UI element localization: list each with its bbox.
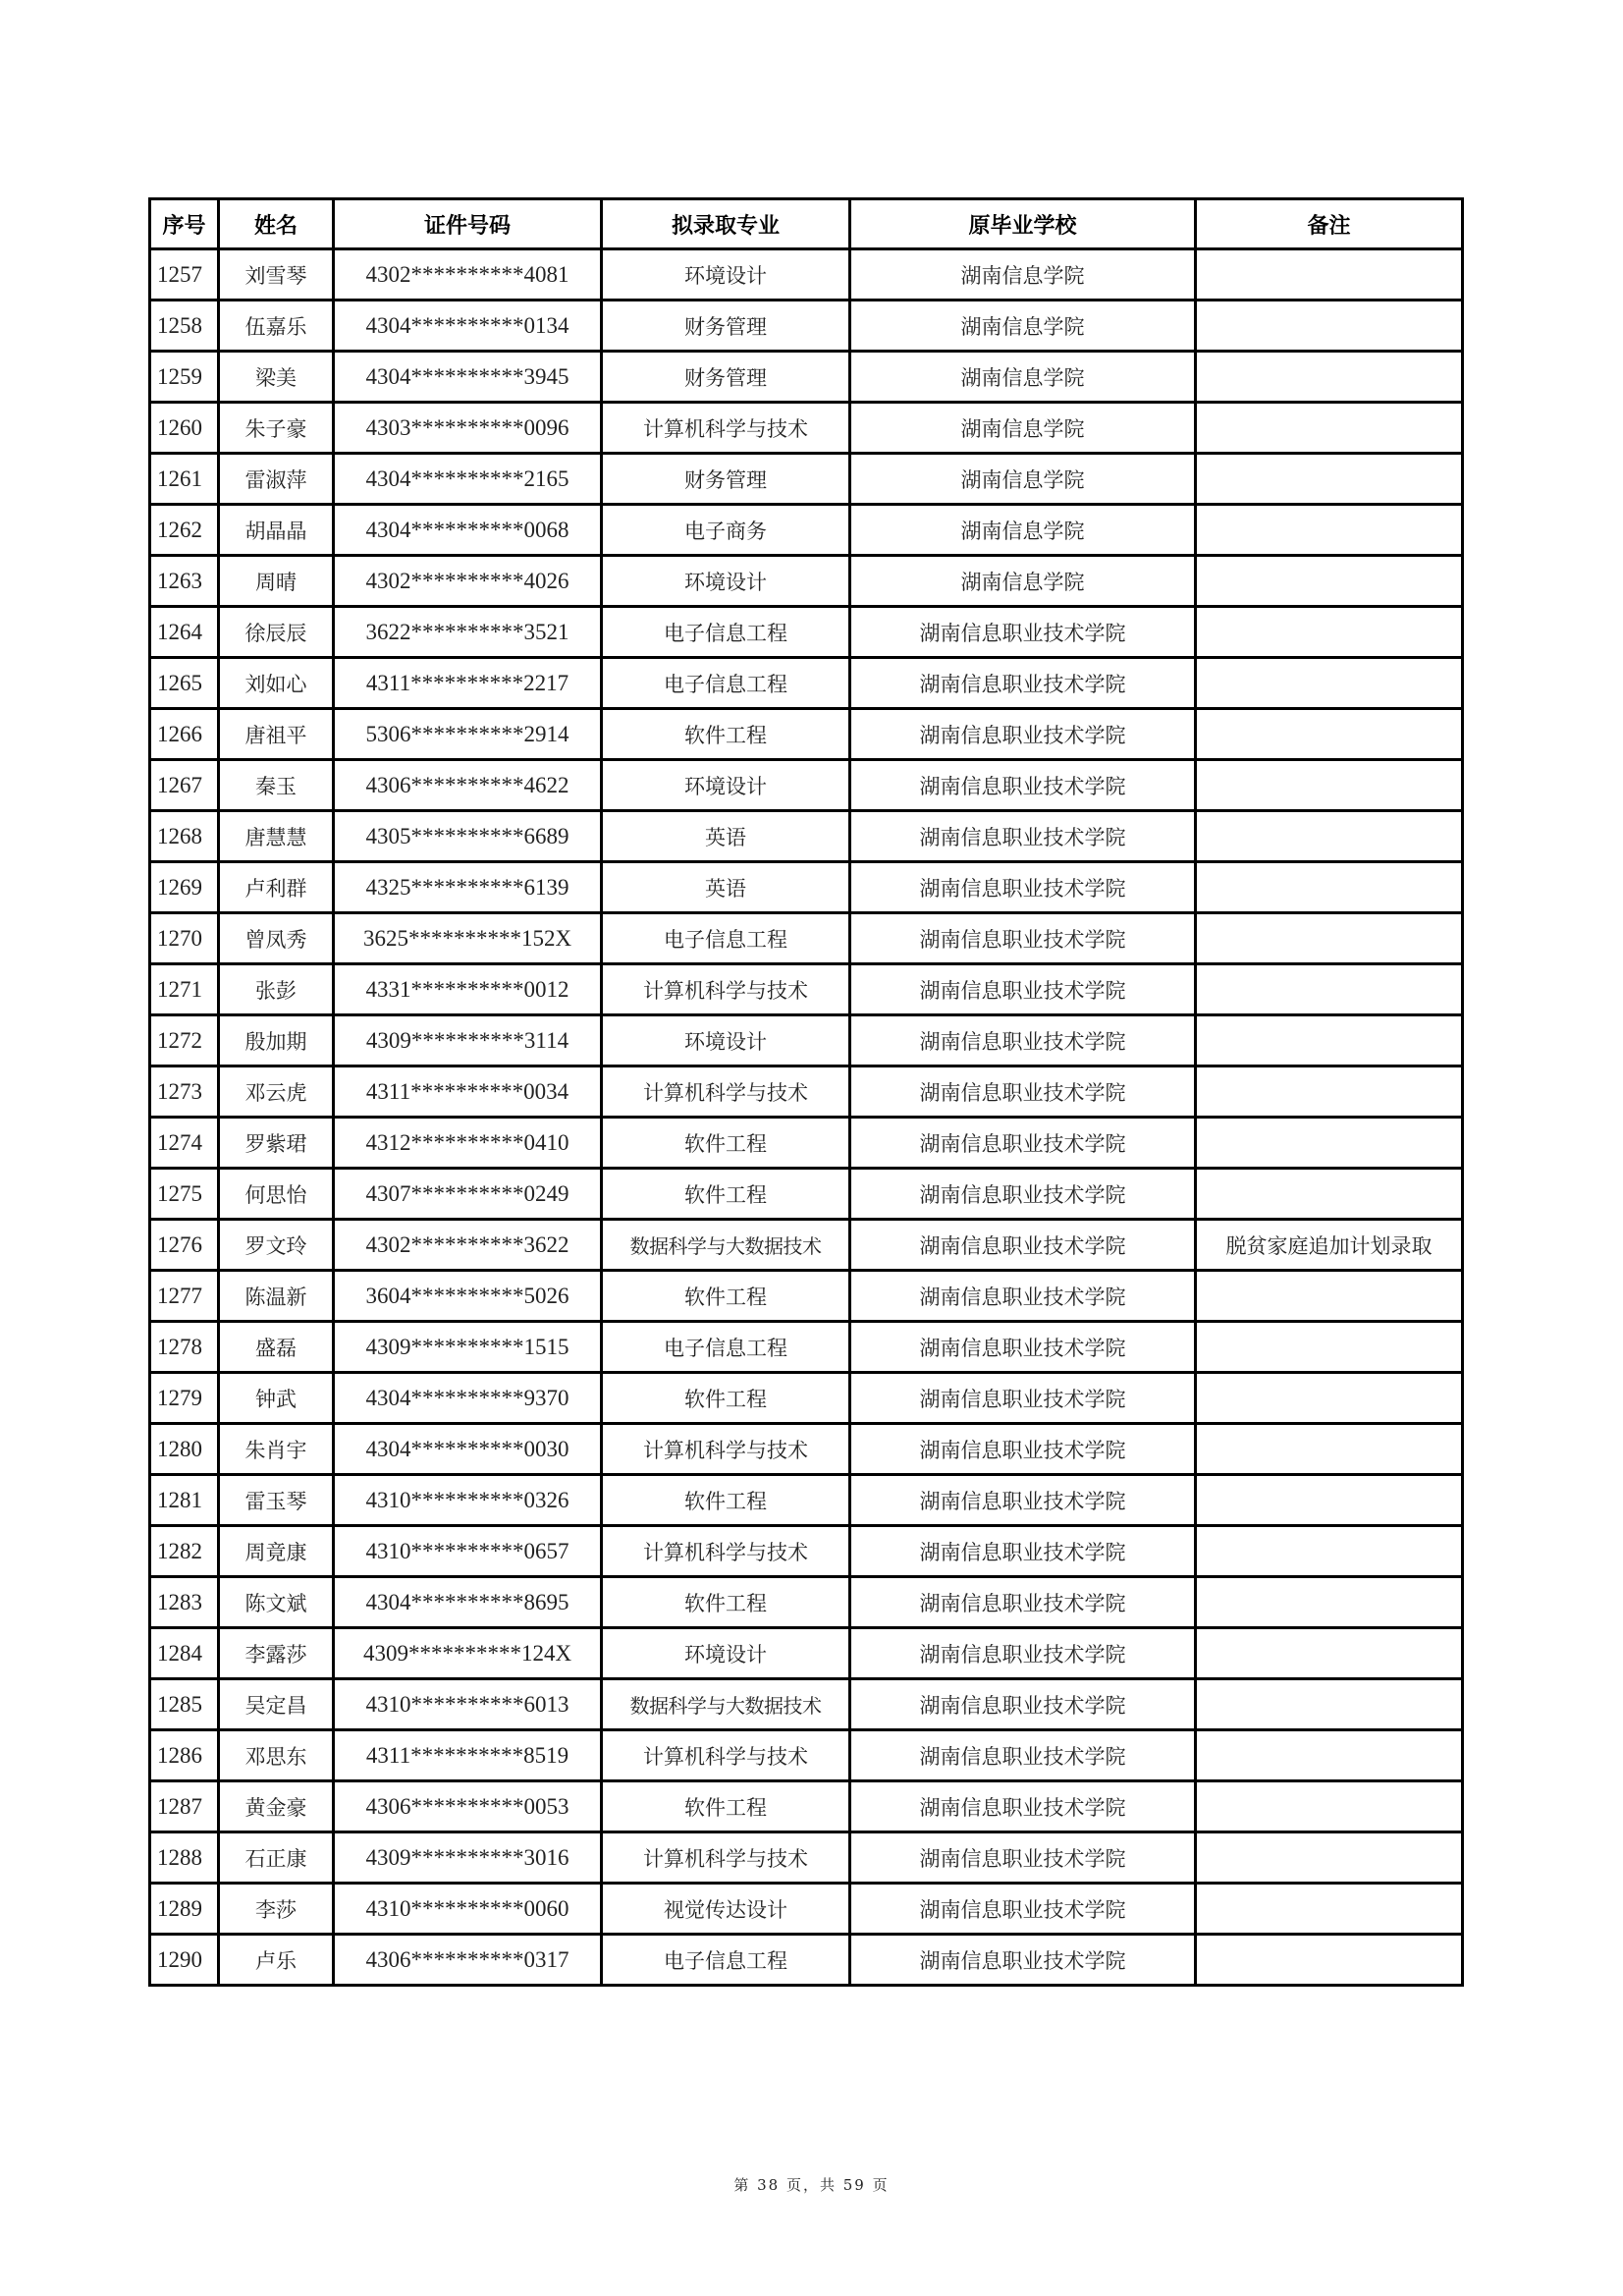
table-row [150, 1015, 1463, 1066]
cell-id-number: 4303**********0096 [334, 403, 602, 454]
cell-school: 湖南信息职业技术学院 [850, 1730, 1196, 1781]
cell-school: 湖南信息学院 [850, 556, 1196, 607]
cell-major: 电子信息工程 [602, 1935, 850, 1986]
cell-no: 1259 [150, 352, 219, 403]
cell-note [1196, 301, 1463, 352]
cell-id-number: 3625**********152X [334, 913, 602, 964]
cell-school: 湖南信息学院 [850, 352, 1196, 403]
cell-school: 湖南信息职业技术学院 [850, 1526, 1196, 1577]
cell-note [1196, 658, 1463, 709]
table-row [150, 1730, 1463, 1781]
cell-note [1196, 1526, 1463, 1577]
cell-name: 曾凤秀 [219, 913, 334, 964]
cell-no: 1264 [150, 607, 219, 658]
table-row [150, 811, 1463, 862]
header-note: 备注 [1196, 199, 1463, 249]
cell-id-number: 4304**********0068 [334, 505, 602, 556]
cell-id-number: 4304**********0030 [334, 1424, 602, 1475]
table-row [150, 1628, 1463, 1679]
cell-name: 朱子豪 [219, 403, 334, 454]
cell-note [1196, 1169, 1463, 1220]
cell-id-number: 3604**********5026 [334, 1271, 602, 1322]
cell-note [1196, 1424, 1463, 1475]
cell-no: 1258 [150, 301, 219, 352]
cell-name: 罗文玲 [219, 1220, 334, 1271]
cell-school: 湖南信息职业技术学院 [850, 1066, 1196, 1118]
cell-no: 1287 [150, 1781, 219, 1832]
table-row [150, 658, 1463, 709]
cell-id-number: 4307**********0249 [334, 1169, 602, 1220]
cell-note [1196, 1118, 1463, 1169]
cell-name: 朱肖宇 [219, 1424, 334, 1475]
cell-major: 数据科学与大数据技术 [602, 1679, 850, 1730]
table-row [150, 249, 1463, 301]
cell-major: 环境设计 [602, 1628, 850, 1679]
table-row [150, 1271, 1463, 1322]
cell-name: 徐辰辰 [219, 607, 334, 658]
cell-major: 计算机科学与技术 [602, 1066, 850, 1118]
cell-id-number: 4306**********4622 [334, 760, 602, 811]
cell-note [1196, 1730, 1463, 1781]
cell-name: 刘雪琴 [219, 249, 334, 301]
cell-id-number: 4310**********0326 [334, 1475, 602, 1526]
cell-id-number: 4325**********6139 [334, 862, 602, 913]
cell-major: 财务管理 [602, 454, 850, 505]
cell-note [1196, 811, 1463, 862]
cell-major: 财务管理 [602, 352, 850, 403]
table-row [150, 1781, 1463, 1832]
cell-major: 环境设计 [602, 556, 850, 607]
cell-id-number: 4305**********6689 [334, 811, 602, 862]
cell-id-number: 4302**********3622 [334, 1220, 602, 1271]
cell-id-number: 4304**********2165 [334, 454, 602, 505]
cell-major: 环境设计 [602, 1015, 850, 1066]
cell-note [1196, 964, 1463, 1015]
cell-id-number: 4302**********4026 [334, 556, 602, 607]
cell-no: 1282 [150, 1526, 219, 1577]
cell-school: 湖南信息学院 [850, 301, 1196, 352]
cell-id-number: 4311**********0034 [334, 1066, 602, 1118]
cell-note [1196, 1475, 1463, 1526]
cell-school: 湖南信息职业技术学院 [850, 1475, 1196, 1526]
table-row [150, 1526, 1463, 1577]
cell-note [1196, 1781, 1463, 1832]
header-major: 拟录取专业 [602, 199, 850, 249]
cell-major: 软件工程 [602, 1118, 850, 1169]
cell-note [1196, 454, 1463, 505]
cell-no: 1265 [150, 658, 219, 709]
cell-no: 1289 [150, 1884, 219, 1935]
cell-school: 湖南信息职业技术学院 [850, 1935, 1196, 1986]
cell-no: 1275 [150, 1169, 219, 1220]
cell-note [1196, 913, 1463, 964]
cell-no: 1281 [150, 1475, 219, 1526]
cell-name: 胡晶晶 [219, 505, 334, 556]
cell-name: 盛磊 [219, 1322, 334, 1373]
cell-id-number: 4304**********3945 [334, 352, 602, 403]
cell-note [1196, 760, 1463, 811]
cell-no: 1272 [150, 1015, 219, 1066]
cell-id-number: 4309**********124X [334, 1628, 602, 1679]
cell-id-number: 4306**********0053 [334, 1781, 602, 1832]
cell-school: 湖南信息职业技术学院 [850, 709, 1196, 760]
cell-name: 殷加期 [219, 1015, 334, 1066]
cell-name: 周晴 [219, 556, 334, 607]
cell-school: 湖南信息职业技术学院 [850, 1781, 1196, 1832]
cell-note [1196, 1935, 1463, 1986]
header-no: 序号 [150, 199, 219, 249]
cell-no: 1273 [150, 1066, 219, 1118]
cell-major: 软件工程 [602, 1577, 850, 1628]
cell-no: 1277 [150, 1271, 219, 1322]
cell-no: 1290 [150, 1935, 219, 1986]
cell-school: 湖南信息职业技术学院 [850, 811, 1196, 862]
cell-no: 1262 [150, 505, 219, 556]
cell-no: 1257 [150, 249, 219, 301]
cell-school: 湖南信息职业技术学院 [850, 1322, 1196, 1373]
cell-major: 电子信息工程 [602, 607, 850, 658]
cell-note [1196, 1679, 1463, 1730]
cell-id-number: 4312**********0410 [334, 1118, 602, 1169]
cell-school: 湖南信息职业技术学院 [850, 964, 1196, 1015]
cell-note [1196, 1832, 1463, 1884]
cell-major: 软件工程 [602, 1373, 850, 1424]
cell-note [1196, 1884, 1463, 1935]
cell-name: 刘如心 [219, 658, 334, 709]
table-body [150, 249, 1463, 1986]
table-row [150, 862, 1463, 913]
cell-major: 计算机科学与技术 [602, 1424, 850, 1475]
cell-school: 湖南信息职业技术学院 [850, 1169, 1196, 1220]
cell-major: 财务管理 [602, 301, 850, 352]
table-row [150, 760, 1463, 811]
cell-note [1196, 556, 1463, 607]
cell-name: 李莎 [219, 1884, 334, 1935]
cell-major: 软件工程 [602, 1475, 850, 1526]
cell-school: 湖南信息学院 [850, 403, 1196, 454]
cell-major: 软件工程 [602, 1271, 850, 1322]
cell-name: 陈文斌 [219, 1577, 334, 1628]
cell-no: 1269 [150, 862, 219, 913]
cell-school: 湖南信息职业技术学院 [850, 1832, 1196, 1884]
cell-name: 吴定昌 [219, 1679, 334, 1730]
cell-note [1196, 862, 1463, 913]
cell-major: 软件工程 [602, 1169, 850, 1220]
cell-no: 1278 [150, 1322, 219, 1373]
cell-note [1196, 352, 1463, 403]
cell-name: 李露莎 [219, 1628, 334, 1679]
cell-id-number: 4306**********0317 [334, 1935, 602, 1986]
cell-no: 1280 [150, 1424, 219, 1475]
cell-no: 1260 [150, 403, 219, 454]
cell-major: 数据科学与大数据技术 [602, 1220, 850, 1271]
table-row [150, 301, 1463, 352]
cell-name: 邓云虎 [219, 1066, 334, 1118]
cell-name: 罗紫珺 [219, 1118, 334, 1169]
header-id-number: 证件号码 [334, 199, 602, 249]
table-row [150, 1577, 1463, 1628]
page-indicator: 第 38 页，共 59 页 [733, 2176, 890, 2194]
table-row [150, 556, 1463, 607]
cell-no: 1284 [150, 1628, 219, 1679]
table-row [150, 1832, 1463, 1884]
cell-id-number: 4309**********1515 [334, 1322, 602, 1373]
cell-school: 湖南信息职业技术学院 [850, 1271, 1196, 1322]
cell-id-number: 4331**********0012 [334, 964, 602, 1015]
cell-major: 视觉传达设计 [602, 1884, 850, 1935]
cell-school: 湖南信息职业技术学院 [850, 1015, 1196, 1066]
cell-major: 环境设计 [602, 249, 850, 301]
cell-no: 1270 [150, 913, 219, 964]
cell-major: 计算机科学与技术 [602, 1526, 850, 1577]
cell-no: 1271 [150, 964, 219, 1015]
cell-id-number: 4304**********0134 [334, 301, 602, 352]
cell-note [1196, 1322, 1463, 1373]
table-row [150, 1118, 1463, 1169]
cell-name: 钟武 [219, 1373, 334, 1424]
table-row [150, 1884, 1463, 1935]
cell-school: 湖南信息职业技术学院 [850, 862, 1196, 913]
table-row [150, 1475, 1463, 1526]
table-row [150, 1220, 1463, 1271]
cell-major: 计算机科学与技术 [602, 403, 850, 454]
cell-name: 张彭 [219, 964, 334, 1015]
table-row [150, 1169, 1463, 1220]
cell-name: 何思怡 [219, 1169, 334, 1220]
header-school: 原毕业学校 [850, 199, 1196, 249]
cell-school: 湖南信息学院 [850, 454, 1196, 505]
admission-roster-table [148, 197, 1464, 1987]
cell-no: 1285 [150, 1679, 219, 1730]
table-row [150, 1373, 1463, 1424]
cell-id-number: 4309**********3016 [334, 1832, 602, 1884]
header-name: 姓名 [219, 199, 334, 249]
cell-school: 湖南信息职业技术学院 [850, 1679, 1196, 1730]
cell-note [1196, 1373, 1463, 1424]
table-row [150, 505, 1463, 556]
cell-note [1196, 1066, 1463, 1118]
cell-school: 湖南信息职业技术学院 [850, 913, 1196, 964]
cell-major: 软件工程 [602, 709, 850, 760]
table-row [150, 709, 1463, 760]
cell-major: 电子信息工程 [602, 1322, 850, 1373]
cell-id-number: 3622**********3521 [334, 607, 602, 658]
cell-school: 湖南信息职业技术学院 [850, 1373, 1196, 1424]
cell-no: 1286 [150, 1730, 219, 1781]
cell-id-number: 4302**********4081 [334, 249, 602, 301]
cell-name: 雷淑萍 [219, 454, 334, 505]
cell-major: 电子商务 [602, 505, 850, 556]
cell-school: 湖南信息职业技术学院 [850, 607, 1196, 658]
cell-name: 秦玉 [219, 760, 334, 811]
table-row [150, 1424, 1463, 1475]
cell-name: 唐慧慧 [219, 811, 334, 862]
cell-no: 1266 [150, 709, 219, 760]
cell-id-number: 4304**********8695 [334, 1577, 602, 1628]
cell-id-number: 5306**********2914 [334, 709, 602, 760]
cell-note [1196, 249, 1463, 301]
cell-note [1196, 1577, 1463, 1628]
cell-name: 伍嘉乐 [219, 301, 334, 352]
cell-name: 卢乐 [219, 1935, 334, 1986]
cell-no: 1274 [150, 1118, 219, 1169]
cell-name: 周竟康 [219, 1526, 334, 1577]
cell-note: 脱贫家庭追加计划录取 [1196, 1220, 1463, 1271]
cell-no: 1261 [150, 454, 219, 505]
cell-id-number: 4311**********2217 [334, 658, 602, 709]
cell-no: 1263 [150, 556, 219, 607]
cell-school: 湖南信息学院 [850, 505, 1196, 556]
cell-no: 1267 [150, 760, 219, 811]
cell-no: 1268 [150, 811, 219, 862]
cell-school: 湖南信息职业技术学院 [850, 658, 1196, 709]
cell-note [1196, 709, 1463, 760]
cell-name: 梁美 [219, 352, 334, 403]
cell-id-number: 4309**********3114 [334, 1015, 602, 1066]
cell-school: 湖南信息职业技术学院 [850, 1884, 1196, 1935]
table-row [150, 1066, 1463, 1118]
table-row [150, 1679, 1463, 1730]
table-header-row [150, 199, 1463, 249]
cell-no: 1283 [150, 1577, 219, 1628]
cell-major: 环境设计 [602, 760, 850, 811]
cell-id-number: 4310**********0657 [334, 1526, 602, 1577]
cell-no: 1276 [150, 1220, 219, 1271]
table-row [150, 403, 1463, 454]
cell-name: 石正康 [219, 1832, 334, 1884]
cell-id-number: 4310**********6013 [334, 1679, 602, 1730]
cell-name: 黄金豪 [219, 1781, 334, 1832]
cell-id-number: 4310**********0060 [334, 1884, 602, 1935]
cell-note [1196, 403, 1463, 454]
cell-name: 陈温新 [219, 1271, 334, 1322]
table-row [150, 352, 1463, 403]
cell-note [1196, 607, 1463, 658]
cell-no: 1288 [150, 1832, 219, 1884]
cell-school: 湖南信息职业技术学院 [850, 1424, 1196, 1475]
cell-major: 电子信息工程 [602, 913, 850, 964]
cell-id-number: 4304**********9370 [334, 1373, 602, 1424]
cell-school: 湖南信息职业技术学院 [850, 1628, 1196, 1679]
table-row [150, 454, 1463, 505]
cell-school: 湖南信息职业技术学院 [850, 760, 1196, 811]
cell-note [1196, 1628, 1463, 1679]
cell-major: 计算机科学与技术 [602, 964, 850, 1015]
cell-name: 邓思东 [219, 1730, 334, 1781]
cell-major: 英语 [602, 862, 850, 913]
cell-note [1196, 1271, 1463, 1322]
cell-note [1196, 1015, 1463, 1066]
table-row [150, 607, 1463, 658]
cell-name: 卢利群 [219, 862, 334, 913]
table-row [150, 964, 1463, 1015]
cell-major: 电子信息工程 [602, 658, 850, 709]
cell-major: 计算机科学与技术 [602, 1730, 850, 1781]
cell-name: 雷玉琴 [219, 1475, 334, 1526]
cell-school: 湖南信息职业技术学院 [850, 1220, 1196, 1271]
cell-school: 湖南信息职业技术学院 [850, 1118, 1196, 1169]
cell-note [1196, 505, 1463, 556]
cell-id-number: 4311**********8519 [334, 1730, 602, 1781]
table-row [150, 1935, 1463, 1986]
cell-school: 湖南信息职业技术学院 [850, 1577, 1196, 1628]
cell-major: 英语 [602, 811, 850, 862]
cell-no: 1279 [150, 1373, 219, 1424]
cell-school: 湖南信息学院 [850, 249, 1196, 301]
cell-major: 计算机科学与技术 [602, 1832, 850, 1884]
cell-name: 唐祖平 [219, 709, 334, 760]
cell-major: 软件工程 [602, 1781, 850, 1832]
table-row [150, 1322, 1463, 1373]
table-row [150, 913, 1463, 964]
